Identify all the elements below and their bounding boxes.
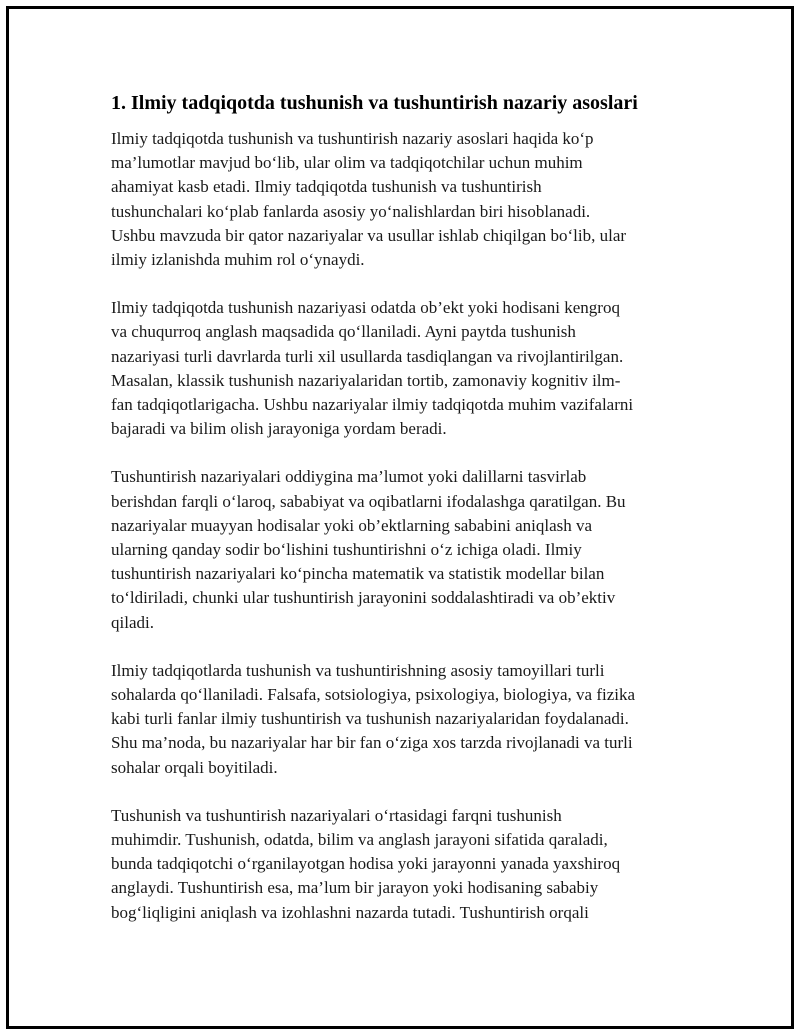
text-line: muhimdir. Tushunish, odatda, bilim va anglash jarayoni sifatida qaraladi, xyxy=(111,830,608,850)
text-line: nazariyasi turli davrlarda turli xil usullarda tasdiqlangan va rivojlantirilgan. xyxy=(111,346,624,366)
text-line: tushunchalari ko‘plab fanlarda asosiy yo‘nalishlardan biri hisoblanadi. xyxy=(111,201,591,221)
text-line: sohalarda qo‘llaniladi. Falsafa, sotsiologiya, psixologiya, biologiya, va fizika xyxy=(111,685,636,705)
text-line: Shu ma’noda, bu nazariyalar har bir fan o‘ziga xos tarzda rivojlanadi va turli xyxy=(111,733,633,753)
text-line: Tushuntirish nazariyalari oddiygina ma’lumot yoki dalillarni tasvirlab xyxy=(111,467,587,487)
section-heading: 1. Ilmiy tadqiqotda tushunish va tushuntirish nazariy asoslari xyxy=(111,92,638,114)
paragraph-5 xyxy=(111,804,691,925)
text-line: ahamiyat kasb etadi. Ilmiy tadqiqotda tushunish va tushuntirish xyxy=(111,177,542,197)
text-line: tushuntirish nazariyalari ko‘pincha matematik va statistik modellar bilan xyxy=(111,564,605,584)
text-line: qiladi. xyxy=(111,612,154,632)
text-line: bunda tadqiqotchi o‘rganilayotgan hodisa yoki jarayonni yanada yaxshiroq xyxy=(111,854,621,874)
text-line: berishdan farqli o‘laroq, sababiyat va oqibatlarni ifodalashga qaratilgan. Bu xyxy=(111,491,626,511)
paragraph-3 xyxy=(111,465,691,634)
text-line: Ilmiy tadqiqotlarda tushunish va tushuntirishning asosiy tamoyillari turli xyxy=(111,660,605,680)
text-line: bajaradi va bilim olish jarayoniga yordam beradi. xyxy=(111,419,447,439)
text-line: Ushbu mavzuda bir qator nazariyalar va usullar ishlab chiqilgan bo‘lib, ular xyxy=(111,225,627,245)
text-line: nazariyalar muayyan hodisalar yoki ob’ektlarning sababini aniqlash va xyxy=(111,515,593,535)
text-line: bog‘liqligini aniqlash va izohlashni nazarda tutadi. Tushuntirish orqali xyxy=(111,902,589,922)
text-line: to‘ldiriladi, chunki ular tushuntirish jarayonini soddalashtiradi va ob’ektiv xyxy=(111,588,616,608)
text-line: ilmiy izlanishda muhim rol o‘ynaydi. xyxy=(111,250,365,270)
paragraph-2 xyxy=(111,296,691,441)
text-line: Ilmiy tadqiqotda tushunish nazariyasi odatda ob’ekt yoki hodisani kengroq xyxy=(111,298,620,318)
text-line: anglaydi. Tushuntirish esa, ma’lum bir jarayon yoki hodisaning sababiy xyxy=(111,878,599,898)
text-line: sohalar orqali boyitiladi. xyxy=(111,757,278,777)
document-body xyxy=(111,89,691,949)
text-line: ma’lumotlar mavjud bo‘lib, ular olim va tadqiqotchilar uchun muhim xyxy=(111,153,583,173)
paragraph-4 xyxy=(111,659,691,780)
text-line: ularning qanday sodir bo‘lishini tushuntirishni o‘z ichiga oladi. Ilmiy xyxy=(111,540,582,560)
text-line: Tushunish va tushuntirish nazariyalari o‘rtasidagi farqni tushunish xyxy=(111,805,562,825)
text-line: fan tadqiqotlarigacha. Ushbu nazariyalar ilmiy tadqiqotda muhim vazifalarni xyxy=(111,395,634,415)
text-line: va chuqurroq anglash maqsadida qo‘llaniladi. Ayni paytda tushunish xyxy=(111,322,576,342)
text-line: Masalan, klassik tushunish nazariyalaridan tortib, zamonaviy kognitiv ilm- xyxy=(111,370,621,390)
text-line: Ilmiy tadqiqotda tushunish va tushuntirish nazariy asoslari haqida ko‘p xyxy=(111,129,594,148)
paragraph-1 xyxy=(111,127,691,272)
text-line: kabi turli fanlar ilmiy tushuntirish va tushunish nazariyalaridan foydalanadi. xyxy=(111,709,629,729)
